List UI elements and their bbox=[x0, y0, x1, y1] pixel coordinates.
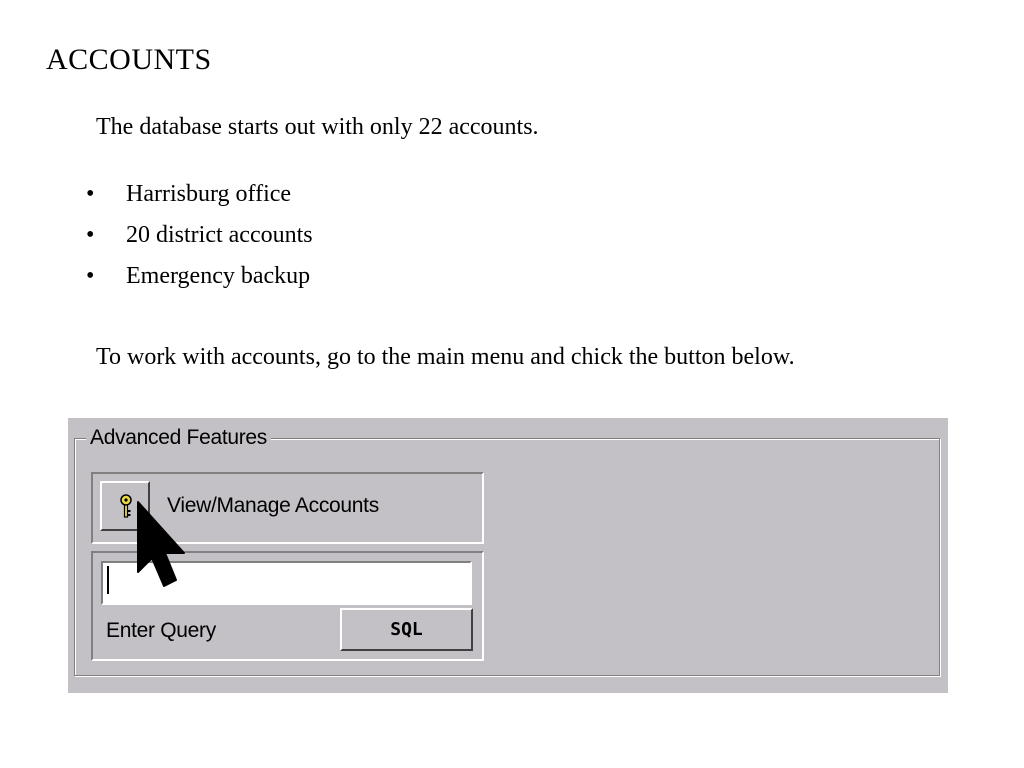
bullet-icon: • bbox=[86, 181, 95, 207]
mouse-pointer-icon bbox=[134, 500, 188, 590]
slide-title: ACCOUNTS bbox=[46, 43, 212, 76]
view-manage-accounts-label: View/Manage Accounts bbox=[167, 494, 379, 517]
list-item-label: Emergency backup bbox=[126, 263, 311, 289]
advanced-features-panel bbox=[68, 418, 948, 693]
list-item-label: 20 district accounts bbox=[126, 222, 313, 248]
intro-text: The database starts out with only 22 accounts. bbox=[96, 114, 539, 140]
list-item bbox=[86, 220, 313, 261]
list-item-label: Harrisburg office bbox=[126, 181, 292, 207]
key-icon bbox=[117, 494, 135, 520]
enter-query-label: Enter Query bbox=[106, 619, 216, 642]
bullet-icon: • bbox=[86, 222, 95, 248]
list-item bbox=[86, 179, 313, 220]
account-list bbox=[86, 179, 313, 302]
groupbox-label: Advanced Features bbox=[86, 424, 271, 452]
instruction-text: To work with accounts, go to the main menu and chick the button below. bbox=[96, 344, 795, 370]
sql-button[interactable]: SQL bbox=[340, 608, 473, 651]
list-item bbox=[86, 261, 313, 302]
text-caret bbox=[107, 566, 109, 594]
bullet-icon: • bbox=[86, 263, 95, 289]
